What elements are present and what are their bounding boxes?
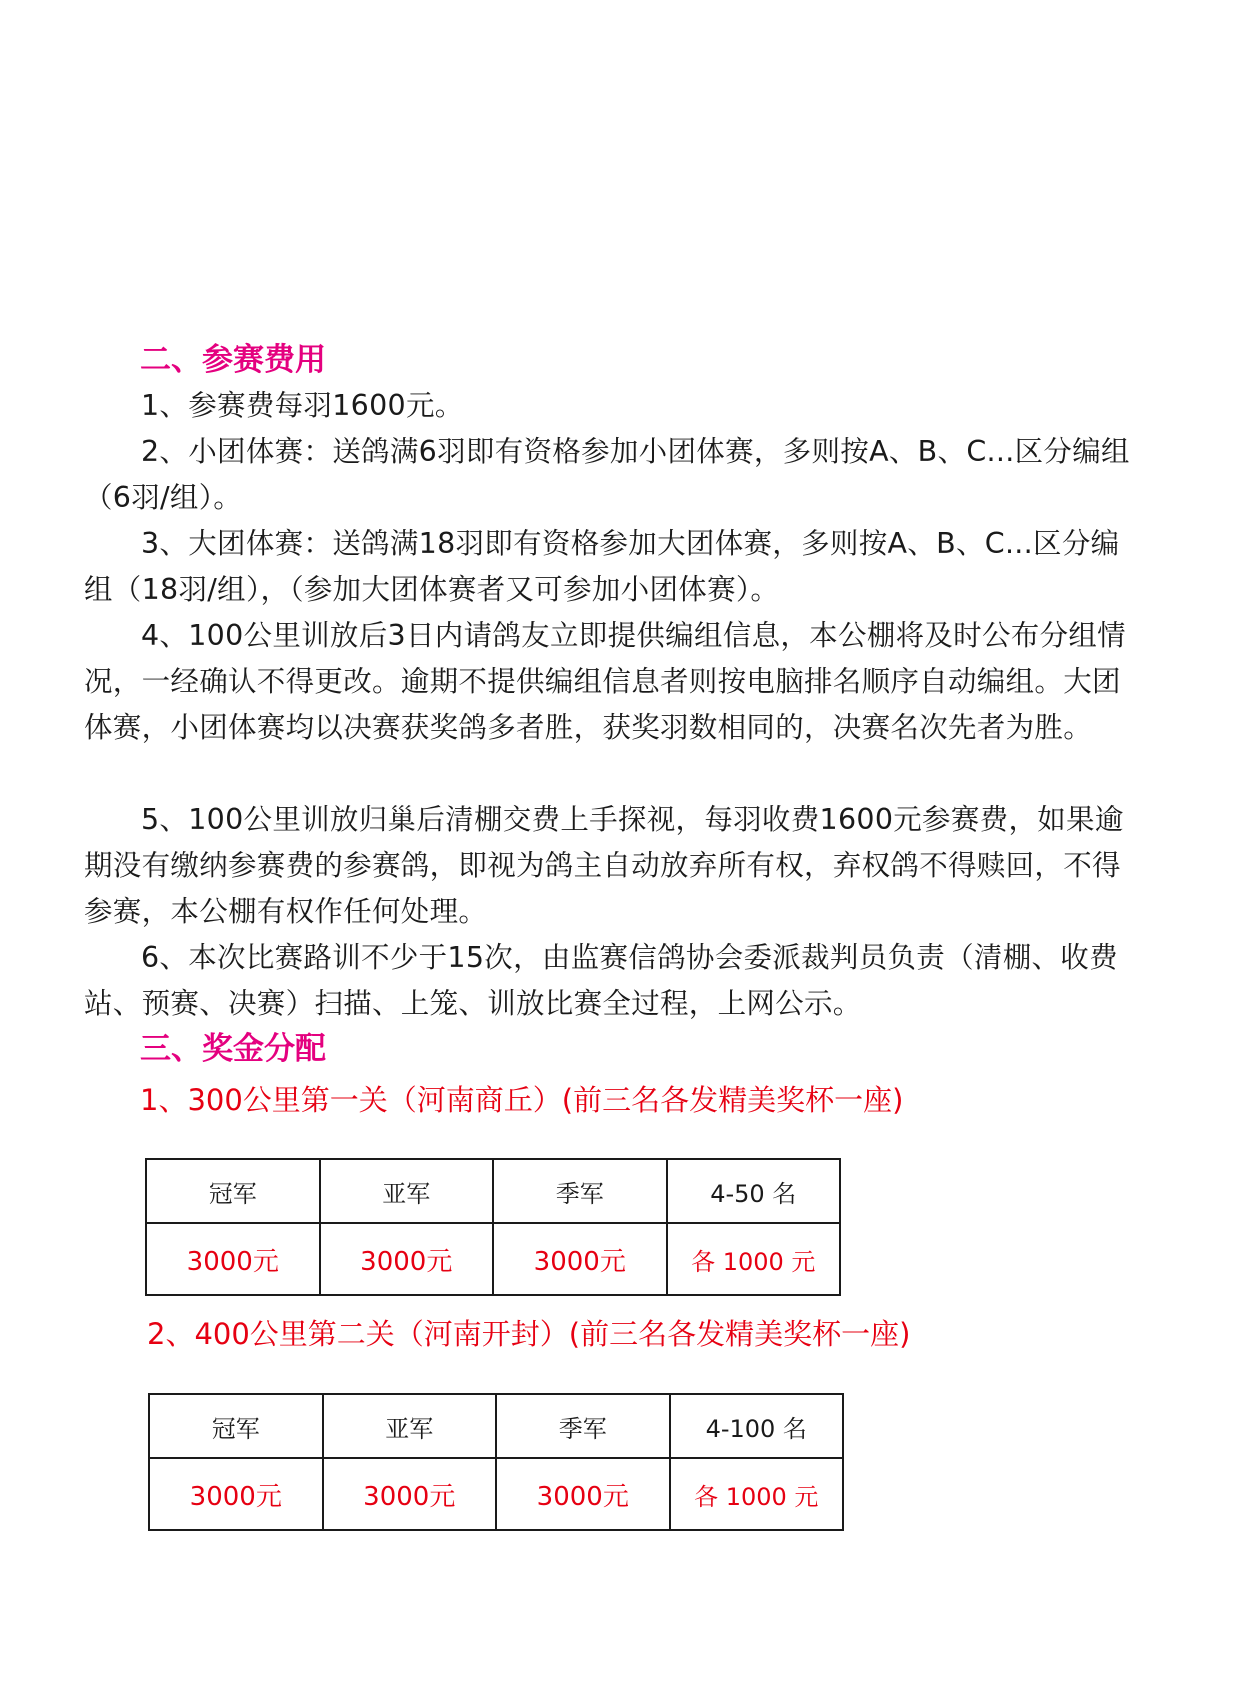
fee-item-6: 6、本次比赛路训不少于15次，由监赛信鸽协会委派裁判员负责（清棚、收费站、预赛、决赛）扫描、上笼、训放比赛全过程，上网公示。 (84, 941, 1118, 1020)
table-header-cell: 冠军 (146, 1159, 320, 1223)
table-row (146, 1223, 840, 1295)
table-header-cell: 季军 (493, 1159, 667, 1223)
fee-item-3: 3、大团体赛：送鸽满18羽即有资格参加大团体赛，多则按A、B、C...区分编组（18羽/组），（参加大团体赛者又可参加小团体赛）。 (84, 527, 1120, 606)
prize-amount-cell: 3000元 (493, 1223, 667, 1295)
fee-item-1: 1、参赛费每羽1600元。 (141, 389, 464, 422)
prize-amount-cell: 3000元 (323, 1458, 497, 1530)
table-header-cell: 冠军 (149, 1394, 323, 1458)
table-header-cell: 4-100 名 (670, 1394, 844, 1458)
prize-amount-cell: 3000元 (149, 1458, 323, 1530)
fee-item-4: 4、100公里训放后3日内请鸽友立即提供编组信息，本公棚将及时公布分组情况，一经确认不得更改。逾期不提供编组信息者则按电脑排名顺序自动编组。大团体赛，小团体赛均以决赛获奖鸽多者胜，获奖羽数相同的，决赛名次先者为胜。 (84, 619, 1126, 744)
table-header-row (146, 1159, 840, 1223)
table-row (149, 1458, 843, 1530)
stage-1-title: 1、300公里第一关（河南商丘）(前三名各发精美奖杯一座) (140, 1083, 904, 1117)
table-header-cell: 季军 (496, 1394, 670, 1458)
prize-amount-cell: 3000元 (320, 1223, 494, 1295)
table-header-cell: 亚军 (320, 1159, 494, 1223)
stage-2-title: 2、400公里第二关（河南开封）(前三名各发精美奖杯一座) (147, 1317, 911, 1351)
fee-item-2: 2、小团体赛：送鸽满6羽即有资格参加小团体赛，多则按A、B、C...区分编组（6羽/组）。 (84, 435, 1130, 514)
prize-table-stage-2 (148, 1393, 844, 1531)
table-header-cell: 亚军 (323, 1394, 497, 1458)
section-heading-prizes: 三、奖金分配 (140, 1031, 326, 1067)
table-header-cell: 4-50 名 (667, 1159, 841, 1223)
prize-table-stage-1 (145, 1158, 841, 1296)
section-heading-fees: 二、参赛费用 (140, 342, 326, 378)
table-header-row (149, 1394, 843, 1458)
prize-amount-cell: 各 1000 元 (667, 1223, 841, 1295)
prize-amount-cell: 3000元 (496, 1458, 670, 1530)
prize-amount-cell: 3000元 (146, 1223, 320, 1295)
prize-amount-cell: 各 1000 元 (670, 1458, 844, 1530)
fee-item-5: 5、100公里训放归巢后清棚交费上手探视，每羽收费1600元参赛费，如果逾期没有缴纳参赛费的参赛鸽，即视为鸽主自动放弃所有权，弃权鸽不得赎回，不得参赛，本公棚有权作任何处理。 (84, 803, 1124, 928)
